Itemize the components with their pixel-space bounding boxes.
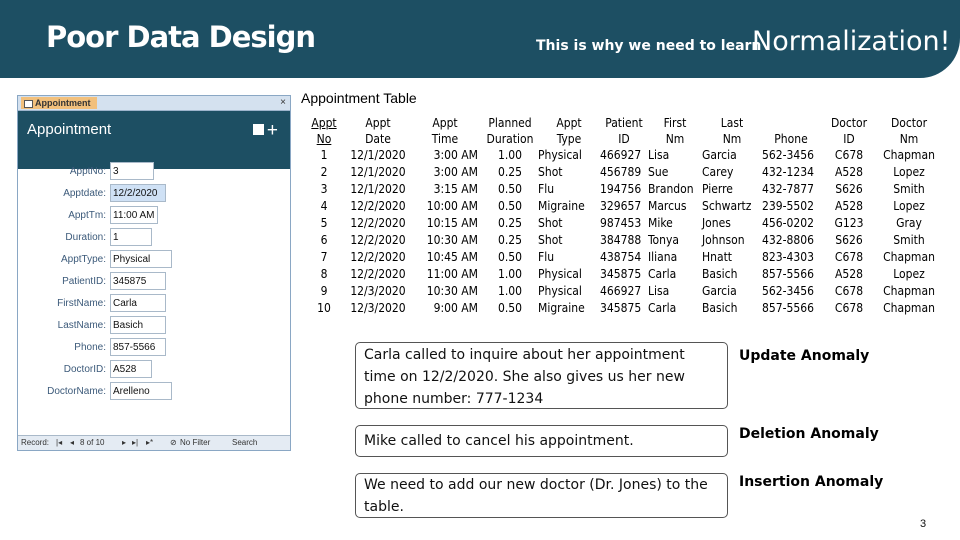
- cell-appt-time: 10:30 AM: [426, 233, 478, 247]
- column-header: Appt No: [311, 116, 337, 146]
- field-label: LastName:: [57, 320, 106, 331]
- form-header-icons: [253, 121, 278, 140]
- cell-appt-time: 11:00 AM: [426, 267, 478, 281]
- search-input[interactable]: Search: [232, 438, 258, 447]
- cell-appt-no: 9: [320, 284, 328, 298]
- cell-patient-id: 438754: [600, 250, 642, 264]
- table-row: [304, 198, 940, 215]
- column-header: Appt Date: [365, 116, 391, 146]
- cell-appt-date: 12/2/2020: [350, 216, 406, 230]
- cell-appt-no: 4: [320, 199, 328, 213]
- cell-last-name: Johnson: [702, 233, 745, 247]
- appointment-form: [17, 95, 291, 451]
- cell-first-name: Carla: [648, 301, 677, 315]
- field-label: PatientID:: [62, 276, 106, 287]
- cell-doctor-id: A528: [835, 267, 863, 281]
- cell-first-name: Iliana: [648, 250, 678, 264]
- column-header: Phone: [774, 132, 808, 146]
- table-row: [304, 266, 940, 283]
- cell-appt-type: Shot: [538, 165, 563, 179]
- cell-doctor-name: Smith: [893, 182, 925, 196]
- cell-last-name: Jones: [702, 216, 731, 230]
- table-row: [304, 147, 940, 164]
- duration-input[interactable]: 1: [110, 228, 152, 246]
- cell-doctor-id: C678: [834, 148, 864, 162]
- cell-first-name: Lisa: [648, 284, 670, 298]
- add-icon[interactable]: +: [266, 120, 278, 142]
- save-icon[interactable]: [253, 124, 264, 135]
- field-label: Phone:: [74, 342, 106, 353]
- cell-patient-id: 194756: [600, 182, 642, 196]
- update-anomaly-label: Update Anomaly: [739, 348, 870, 364]
- new-record-icon[interactable]: ▸*: [146, 438, 154, 447]
- column-header: Planned Duration: [486, 116, 534, 146]
- field-doctor-id: [18, 360, 290, 380]
- first-name-input[interactable]: Carla: [110, 294, 166, 312]
- cell-appt-type: Shot: [538, 216, 563, 230]
- table-row: [304, 215, 940, 232]
- cell-appt-no: 2: [320, 165, 328, 179]
- cell-appt-date: 12/1/2020: [350, 165, 406, 179]
- first-record-icon[interactable]: |◂: [56, 438, 63, 447]
- form-heading: Appointment: [27, 121, 112, 138]
- appt-time-input[interactable]: 11:00 AM: [110, 206, 158, 224]
- cell-appt-no: 7: [320, 250, 328, 264]
- filter-status[interactable]: No Filter: [180, 438, 211, 447]
- cell-last-name: Schwartz: [702, 199, 752, 213]
- cell-doctor-name: Lopez: [893, 199, 925, 213]
- cell-doctor-id: G123: [834, 216, 864, 230]
- deletion-anomaly-label: Deletion Anomaly: [739, 426, 879, 442]
- cell-phone: 432-7877: [762, 182, 814, 196]
- cell-appt-no: 3: [320, 182, 328, 196]
- cell-doctor-name: Chapman: [883, 284, 935, 298]
- cell-appt-type: Migraine: [538, 199, 585, 213]
- appointment-table: [304, 115, 940, 317]
- cell-first-name: Sue: [648, 165, 669, 179]
- cell-phone: 562-3456: [762, 148, 814, 162]
- table-row: [304, 300, 940, 317]
- field-label: ApptNo:: [69, 166, 106, 177]
- tab-appointment[interactable]: [21, 97, 97, 109]
- field-appt-no: [18, 162, 290, 182]
- cell-last-name: Garcia: [702, 284, 737, 298]
- close-icon[interactable]: ×: [280, 97, 286, 108]
- record-position[interactable]: 8 of 10: [80, 438, 105, 447]
- field-appt-date: [18, 184, 290, 204]
- cell-appt-time: 10:30 AM: [426, 284, 478, 298]
- doctor-id-input[interactable]: A528: [110, 360, 152, 378]
- cell-appt-date: 12/2/2020: [350, 267, 406, 281]
- appt-date-input[interactable]: 12/2/2020: [110, 184, 166, 202]
- cell-first-name: Lisa: [648, 148, 670, 162]
- field-label: DoctorID:: [63, 364, 106, 375]
- appt-type-input[interactable]: Physical: [110, 250, 172, 268]
- title-banner: [0, 0, 960, 78]
- record-navigation: [18, 435, 290, 450]
- cell-appt-no: 6: [320, 233, 328, 247]
- cell-appt-type: Flu: [538, 250, 555, 264]
- cell-first-name: Brandon: [648, 182, 694, 196]
- field-label: FirstName:: [57, 298, 106, 309]
- cell-duration: 0.50: [497, 301, 523, 315]
- field-doctor-name: [18, 382, 290, 402]
- cell-phone: 432-8806: [762, 233, 814, 247]
- cell-duration: 1.00: [497, 267, 523, 281]
- table-row: [304, 181, 940, 198]
- table-caption: Appointment Table: [301, 90, 417, 106]
- cell-appt-date: 12/2/2020: [350, 233, 406, 247]
- cell-patient-id: 345875: [600, 267, 642, 281]
- field-label: Duration:: [65, 232, 106, 243]
- cell-patient-id: 345875: [600, 301, 642, 315]
- cell-appt-time: 3:00 AM: [433, 165, 478, 179]
- cell-appt-time: 3:00 AM: [433, 148, 478, 162]
- cell-doctor-id: C678: [834, 250, 864, 264]
- field-label: ApptType:: [60, 254, 106, 265]
- cell-appt-time: 9:00 AM: [433, 301, 478, 315]
- cell-duration: 0.25: [497, 233, 523, 247]
- cell-patient-id: 466927: [600, 148, 642, 162]
- cell-doctor-name: Lopez: [893, 165, 925, 179]
- cell-doctor-name: Lopez: [893, 267, 925, 281]
- column-header: Appt Time: [431, 116, 459, 146]
- cell-last-name: Basich: [702, 301, 738, 315]
- field-appt-type: [18, 250, 290, 270]
- cell-first-name: Mike: [648, 216, 673, 230]
- field-last-name: [18, 316, 290, 336]
- cell-appt-type: Physical: [538, 148, 582, 162]
- cell-first-name: Tonya: [648, 233, 680, 247]
- table-row: [304, 249, 940, 266]
- cell-appt-date: 12/2/2020: [350, 199, 406, 213]
- cell-appt-no: 1: [320, 148, 328, 162]
- cell-last-name: Pierre: [702, 182, 733, 196]
- appt-no-input[interactable]: 3: [110, 162, 154, 180]
- cell-patient-id: 329657: [600, 199, 642, 213]
- cell-phone: 857-5566: [762, 301, 814, 315]
- cell-phone: 562-3456: [762, 284, 814, 298]
- table-row: [304, 232, 940, 249]
- cell-appt-type: Flu: [538, 182, 555, 196]
- cell-appt-date: 12/1/2020: [350, 182, 406, 196]
- cell-appt-type: Physical: [538, 284, 582, 298]
- cell-doctor-name: Smith: [893, 233, 925, 247]
- cell-duration: 0.50: [497, 199, 523, 213]
- cell-first-name: Marcus: [648, 199, 687, 213]
- insertion-anomaly-label: Insertion Anomaly: [739, 474, 884, 490]
- cell-doctor-name: Chapman: [883, 148, 935, 162]
- field-label: ApptTm:: [68, 210, 106, 221]
- cell-patient-id: 456789: [600, 165, 642, 179]
- form-titlebar: [18, 96, 290, 111]
- cell-last-name: Basich: [702, 267, 738, 281]
- filter-icon: ⊘: [170, 438, 177, 447]
- cell-duration: 0.50: [497, 250, 523, 264]
- last-record-icon[interactable]: ▸|: [132, 438, 139, 447]
- cell-appt-time: 3:15 AM: [433, 182, 478, 196]
- cell-appt-time: 10:45 AM: [426, 250, 478, 264]
- cell-patient-id: 384788: [600, 233, 642, 247]
- field-patient-id: [18, 272, 290, 292]
- tab-label: Appointment: [35, 98, 91, 108]
- cell-doctor-name: Chapman: [883, 250, 935, 264]
- cell-appt-no: 5: [320, 216, 328, 230]
- column-header: Appt Type: [556, 116, 582, 146]
- cell-appt-no: 8: [320, 267, 328, 281]
- column-header: Doctor ID: [830, 116, 868, 146]
- cell-appt-date: 12/3/2020: [350, 284, 406, 298]
- table-row: [304, 164, 940, 181]
- column-header: Patient ID: [605, 116, 643, 146]
- form-icon: [24, 100, 33, 108]
- cell-duration: 1.00: [497, 148, 523, 162]
- field-label: DoctorName:: [47, 386, 106, 397]
- field-phone: [18, 338, 290, 358]
- cell-appt-type: Shot: [538, 233, 563, 247]
- cell-duration: 0.25: [497, 165, 523, 179]
- table-header-row: [304, 115, 940, 147]
- cell-patient-id: 466927: [600, 284, 642, 298]
- cell-doctor-id: S626: [835, 182, 863, 196]
- prev-record-icon[interactable]: ◂: [70, 438, 75, 447]
- cell-doctor-name: Gray: [896, 216, 922, 230]
- scenario-box-insertion: We need to add our new doctor (Dr. Jones) to the table.: [355, 473, 728, 518]
- cell-doctor-name: Chapman: [883, 301, 935, 315]
- cell-last-name: Carey: [702, 165, 734, 179]
- cell-phone: 857-5566: [762, 267, 814, 281]
- column-header: Last Nm: [720, 116, 744, 146]
- scenario-box-update: Carla called to inquire about her appointment time on 12/2/2020. She also gives us her new phone number: 777-1234: [355, 342, 728, 409]
- form-header: [18, 111, 290, 169]
- cell-appt-date: 12/3/2020: [350, 301, 406, 315]
- table-row: [304, 283, 940, 300]
- cell-first-name: Carla: [648, 267, 677, 281]
- cell-last-name: Hnatt: [702, 250, 733, 264]
- cell-appt-time: 10:00 AM: [426, 199, 478, 213]
- cell-duration: 0.25: [497, 216, 523, 230]
- cell-doctor-id: C678: [834, 284, 864, 298]
- column-header: Doctor Nm: [890, 116, 928, 146]
- cell-phone: 456-0202: [762, 216, 814, 230]
- field-appt-time: [18, 206, 290, 226]
- next-record-icon[interactable]: ▸: [122, 438, 127, 447]
- cell-appt-date: 12/1/2020: [350, 148, 406, 162]
- slide-title: Poor Data Design: [46, 20, 316, 54]
- patient-id-input[interactable]: 345875: [110, 272, 166, 290]
- cell-appt-type: Migraine: [538, 301, 585, 315]
- cell-phone: 239-5502: [762, 199, 814, 213]
- field-duration: [18, 228, 290, 248]
- cell-duration: 0.50: [497, 182, 523, 196]
- column-header: First Nm: [663, 116, 687, 146]
- cell-doctor-id: C678: [834, 301, 864, 315]
- cell-appt-type: Physical: [538, 267, 582, 281]
- cell-last-name: Garcia: [702, 148, 737, 162]
- last-name-input[interactable]: Basich: [110, 316, 166, 334]
- phone-input[interactable]: 857-5566: [110, 338, 166, 356]
- doctor-name-input[interactable]: Arelleno: [110, 382, 172, 400]
- cell-appt-time: 10:15 AM: [426, 216, 478, 230]
- cell-phone: 432-1234: [762, 165, 814, 179]
- page-number: 3: [920, 518, 927, 530]
- cell-appt-date: 12/2/2020: [350, 250, 406, 264]
- cell-patient-id: 987453: [600, 216, 642, 230]
- cell-doctor-id: S626: [835, 233, 863, 247]
- field-label: Apptdate:: [63, 188, 106, 199]
- cell-duration: 1.00: [497, 284, 523, 298]
- slide-subtitle: This is why we need to learn: [536, 38, 762, 54]
- cell-phone: 823-4303: [762, 250, 814, 264]
- cell-appt-no: 10: [317, 301, 331, 315]
- field-first-name: [18, 294, 290, 314]
- cell-doctor-id: A528: [835, 199, 863, 213]
- cell-doctor-id: A528: [835, 165, 863, 179]
- record-label: Record:: [21, 438, 50, 447]
- slide-subtitle-emphasis: Normalization!: [752, 26, 951, 57]
- scenario-box-deletion: Mike called to cancel his appointment.: [355, 425, 728, 457]
